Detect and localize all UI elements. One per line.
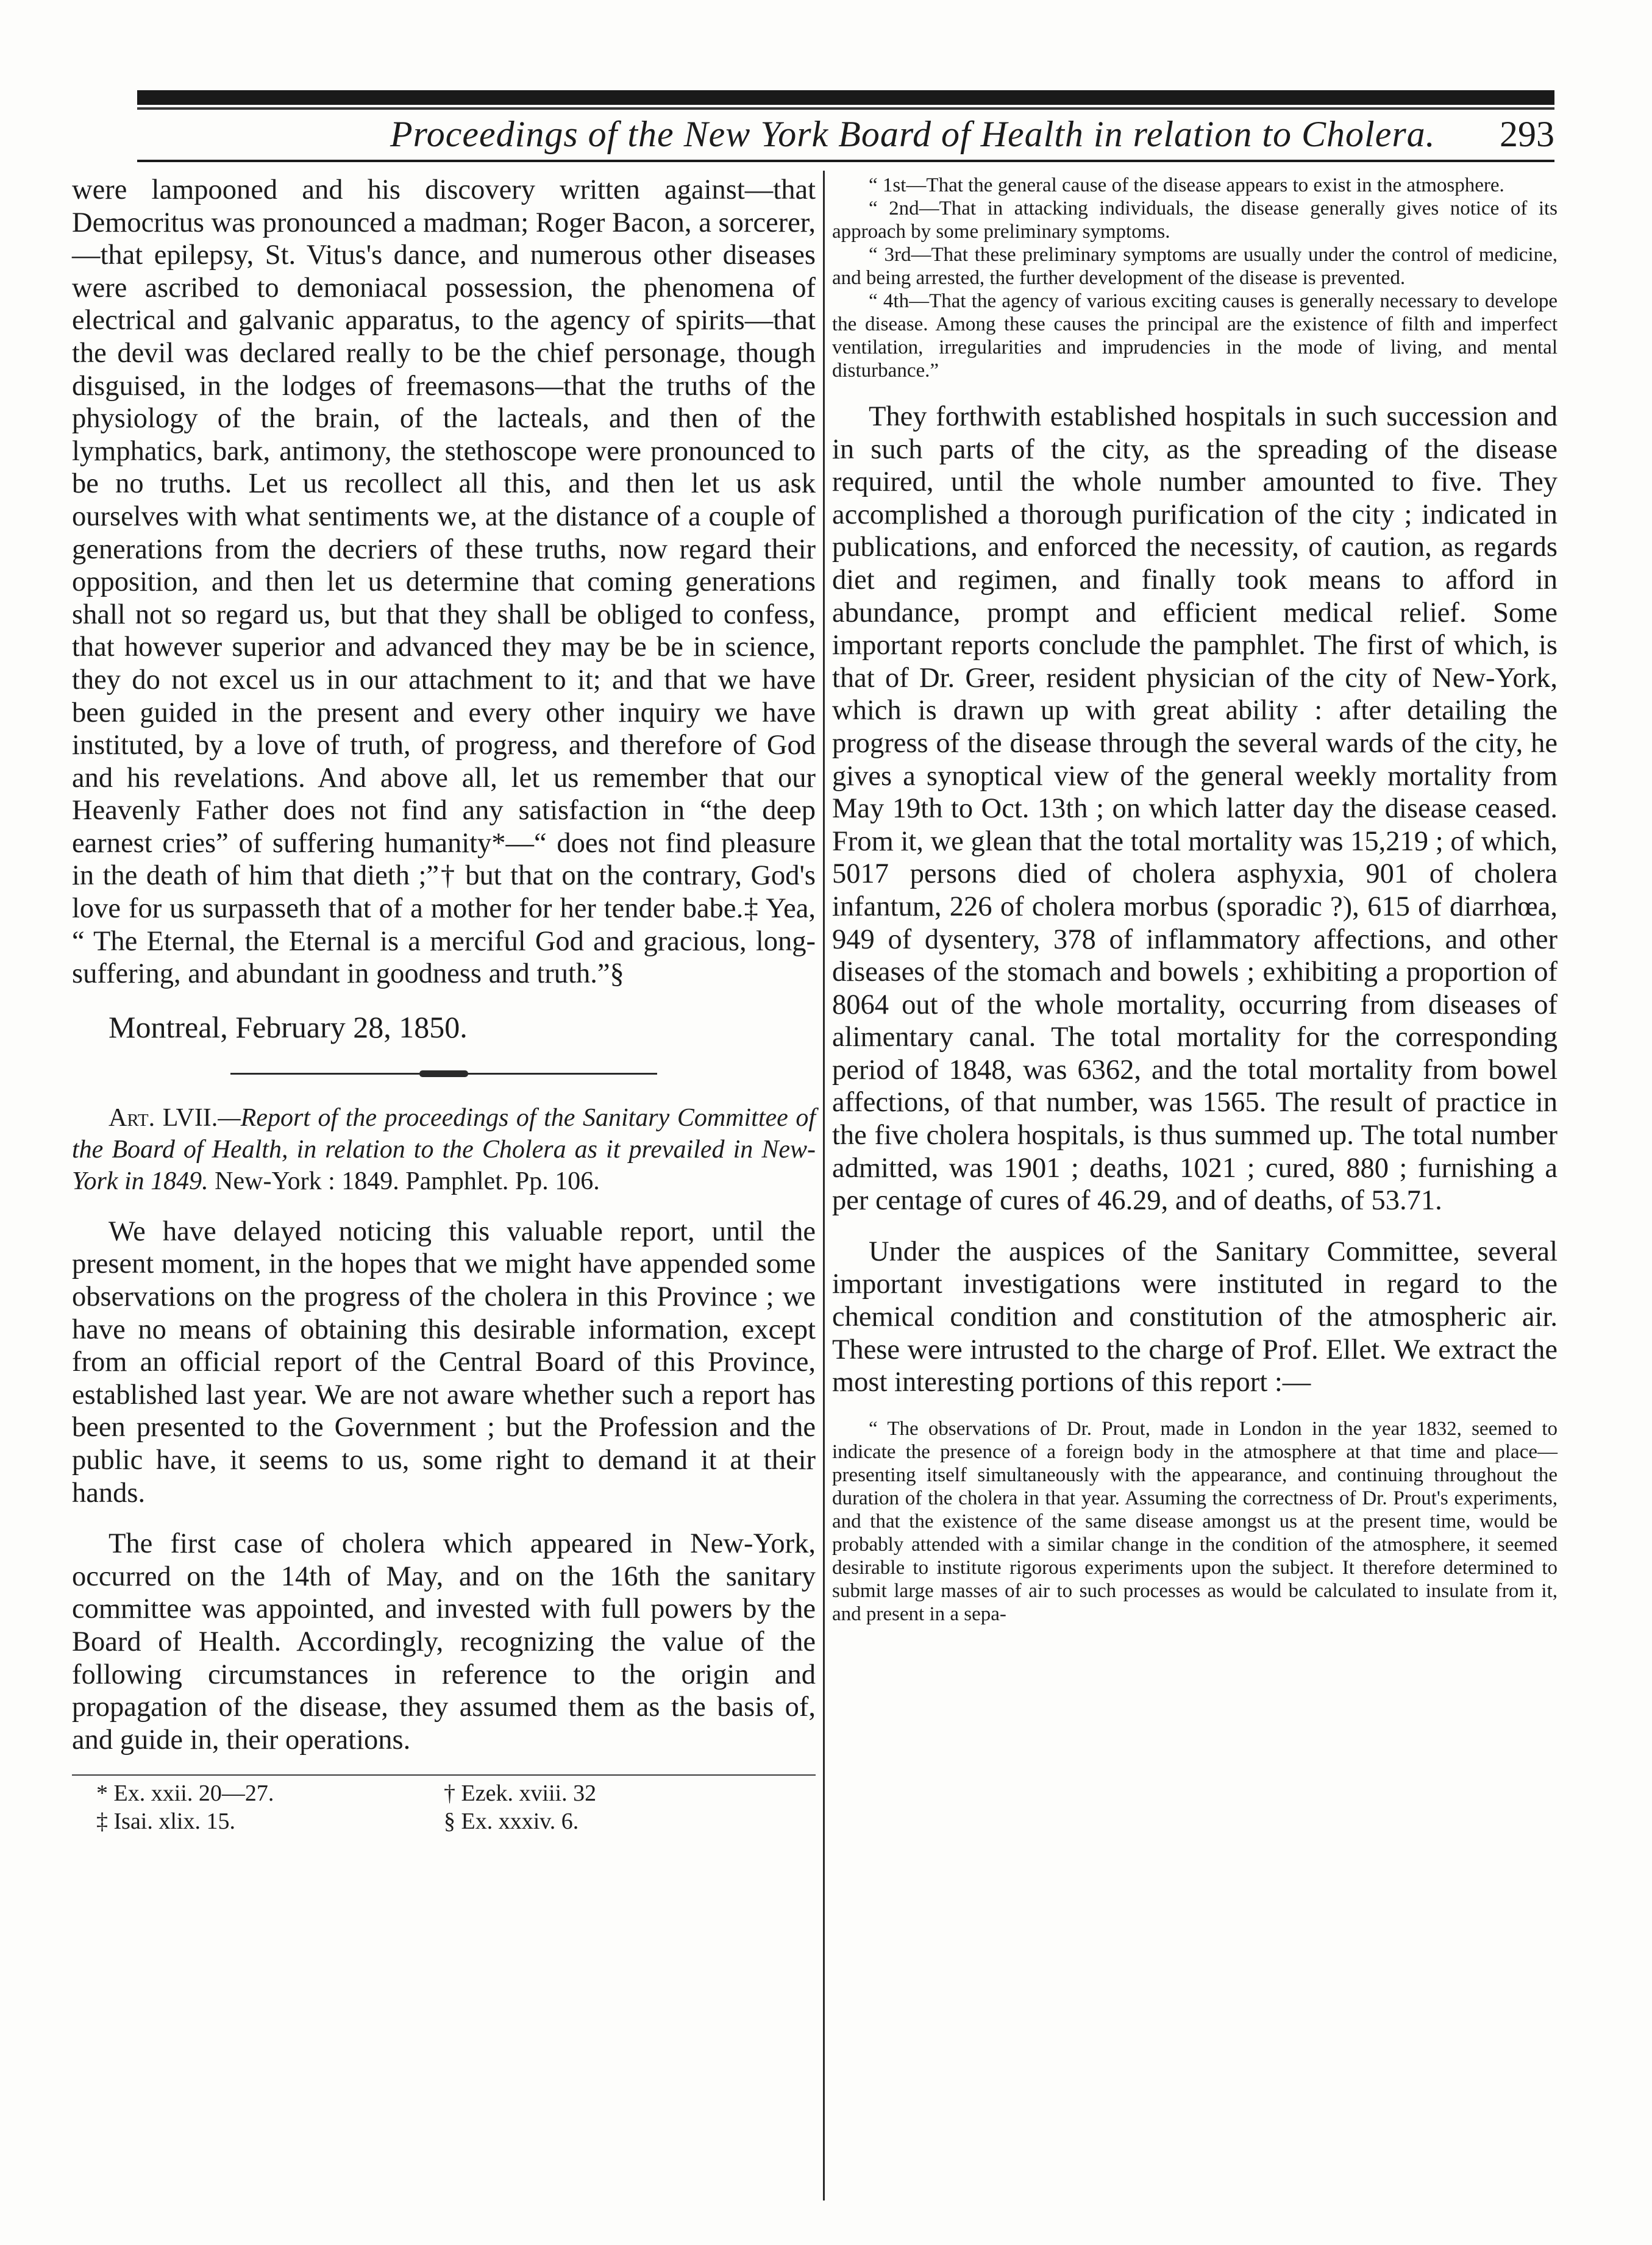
article-title: —Report of the proceedings of the Sanitary Committee of the Board of Health, in relation to the Cholera as it prevailed in New-York in 1849.: [72, 1103, 816, 1195]
column-divider: [823, 171, 825, 2201]
quote-item: “ 2nd—That in attacking individuals, the disease generally gives notice of its approach by some preliminary symptoms.: [832, 197, 1558, 243]
top-rule: [137, 90, 1554, 105]
quote-item: “ 4th—That the agency of various exciting causes is generally necessary to develope the disease. Among these causes the principal are the existence of filth and imperfect ventilation, irregularities and imprudencies in the mode of living, and mental disturbance.”: [832, 290, 1558, 382]
right-column: [832, 174, 1558, 1626]
quote-item: “ 1st—That the general cause of the disease appears to exist in the atmosphere.: [869, 174, 1504, 196]
left-paragraph-1: were lampooned and his discovery written against—that Democritus was pronounced a madman; Roger Bacon, a sorcerer,—that epilepsy, St. Vitus's dance, and numerous other diseases were ascribed to demoniacal possession, the phenomena of electrical and galvanic apparatus, to the agency of spirits—that the devil was declared really to be the chief personage, though disguised, in the lodges of freemasons—that the truths of the physiology of the brain, of the lacteals, and then of the lymphatics, bark, antimony, the stethoscope were pronounced to be no truths. Let us recollect all this, and then let us ask ourselves with what sentiments we, at the distance of a couple of generations from the decriers of these truths, now regard their opposition, and then let us determine that coming generations shall not so regard us, but that they shall be obliged to confess, that however superior and advanced they may be be in science, they do not excel us in our attachment to it; and that we have been guided in the present and every other inquiry we have instituted, by a love of truth, of progress, and therefore of God and his revelations. And above all, let us remember that our Heavenly Father does not find any satisfaction in “the deep earnest cries” of suffering humanity*—“ does not find pleasure in the death of him that dieth ;”† but that on the contrary, God's love for us surpasseth that of a mother for her tender babe.‡ Yea, “ The Eternal, the Eternal is a merciful God and gracious, long-suffering, and abundant in goodness and truth.”§: [72, 174, 816, 990]
top-rule-thin: [137, 107, 1554, 110]
right-paragraph-2: Under the auspices of the Sanitary Committee, several important investigations were instituted in regard to the chemical condition and constitution of the atmospheric air. These were intrusted to the charge of Prof. Ellet. We extract the most interesting portions of this report :—: [832, 1236, 1558, 1398]
footnote: † Ezek. xviii. 32: [444, 1781, 597, 1807]
article-publication: New-York : 1849. Pamphlet. Pp. 106.: [208, 1167, 600, 1195]
running-header: [140, 111, 1554, 160]
quote-block: “ The observations of Dr. Prout, made in London in the year 1832, seemed to indicate the presence of a foreign body in the atmosphere at that time and place—presenting itself simultaneously with the appearance, and continuing throughout the duration of the cholera in that year. Assuming the correctness of Dr. Prout's experiments, and that the existence of the same disease amongst us at the present time, would be probably attended with a similar change in the condition of the atmosphere, it seemed desirable to institute rigorous experiments upon the subject. It therefore determined to submit large masses of air to such processes as would be calculated to insulate from it, and present in a sepa-: [832, 1417, 1558, 1625]
left-paragraph-3: The first case of cholera which appeared in New-York, occurred on the 14th of May, and on the 16th the sanitary committee was appointed, and invested with full powers by the Board of Health. Accordingly, recognizing the value of the following circumstances in reference to the origin and propagation of the disease, they assumed them as the basis of, and guide in, their operations.: [72, 1528, 816, 1756]
quote-item: “ 3rd—That these preliminary symptoms are usually under the control of medicine, and being arrested, the further development of the disease is prevented.: [832, 244, 1558, 289]
article-label: Art. LVII.: [109, 1103, 218, 1132]
footnotes: [72, 1776, 816, 1835]
dateline: Montreal, February 28, 1850.: [109, 1009, 468, 1044]
article-heading: [72, 1102, 816, 1197]
left-column: [72, 174, 816, 1835]
section-ornament: [230, 1073, 657, 1075]
header-rule: [137, 160, 1554, 162]
running-title: Proceedings of the New York Board of Health in relation to Cholera.: [390, 114, 1436, 154]
left-paragraph-2: We have delayed noticing this valuable report, until the present moment, in the hopes that we might have appended some observations on the progress of the cholera in this Province ; we have no means of obtaining this desirable information, except from an official report of the Central Board of this Province, established last year. We are not aware whether such a report has been presented to the Government ; but the Profession and the public have, it seems to us, some right to demand it at their hands.: [72, 1215, 816, 1509]
footnote: ‡ Isai. xlix. 15.: [96, 1809, 235, 1835]
right-paragraph-1: They forthwith established hospitals in such succession and in such parts of the city, as the spreading of the disease required, until the whole number amounted to five. They accomplished a thorough purification of the city ; indicated in publications, and enforced the necessity, of caution, as regards diet and regimen, and finally took means to afford in abundance, prompt and efficient medical relief. Some important reports conclude the pamphlet. The first of which, is that of Dr. Greer, resident physician of the city of New-York, which is drawn up with great ability : after detailing the progress of the disease through the several wards of the city, he gives a synoptical view of the general weekly mortality from May 19th to Oct. 13th ; on which latter day the disease ceased. From it, we glean that the total mortality was 15,219 ; of which, 5017 persons died of cholera asphyxia, 901 of cholera infantum, 226 of cholera morbus (sporadic ?), 615 of diarrhœa, 949 of dysentery, 378 of inflammatory affections, and other diseases of the stomach and bowels ; exhibiting a proportion of 8064 out of the whole mortality, occurring from diseases of alimentary canal. The total mortality for the corresponding period of 1848, was 6362, and the total mortality from bowel affections, of that number, was 1565. The result of practice in the five cholera hospitals, is thus summed up. The total number admitted, was 1901 ; deaths, 1021 ; cured, 880 ; furnishing a per centage of cures of 46.29, and of deaths, of 53.71.: [832, 401, 1558, 1217]
footnote: § Ex. xxxiv. 6.: [444, 1809, 579, 1835]
footnote: * Ex. xxii. 20—27.: [96, 1781, 274, 1807]
page-number: 293: [1500, 114, 1554, 154]
